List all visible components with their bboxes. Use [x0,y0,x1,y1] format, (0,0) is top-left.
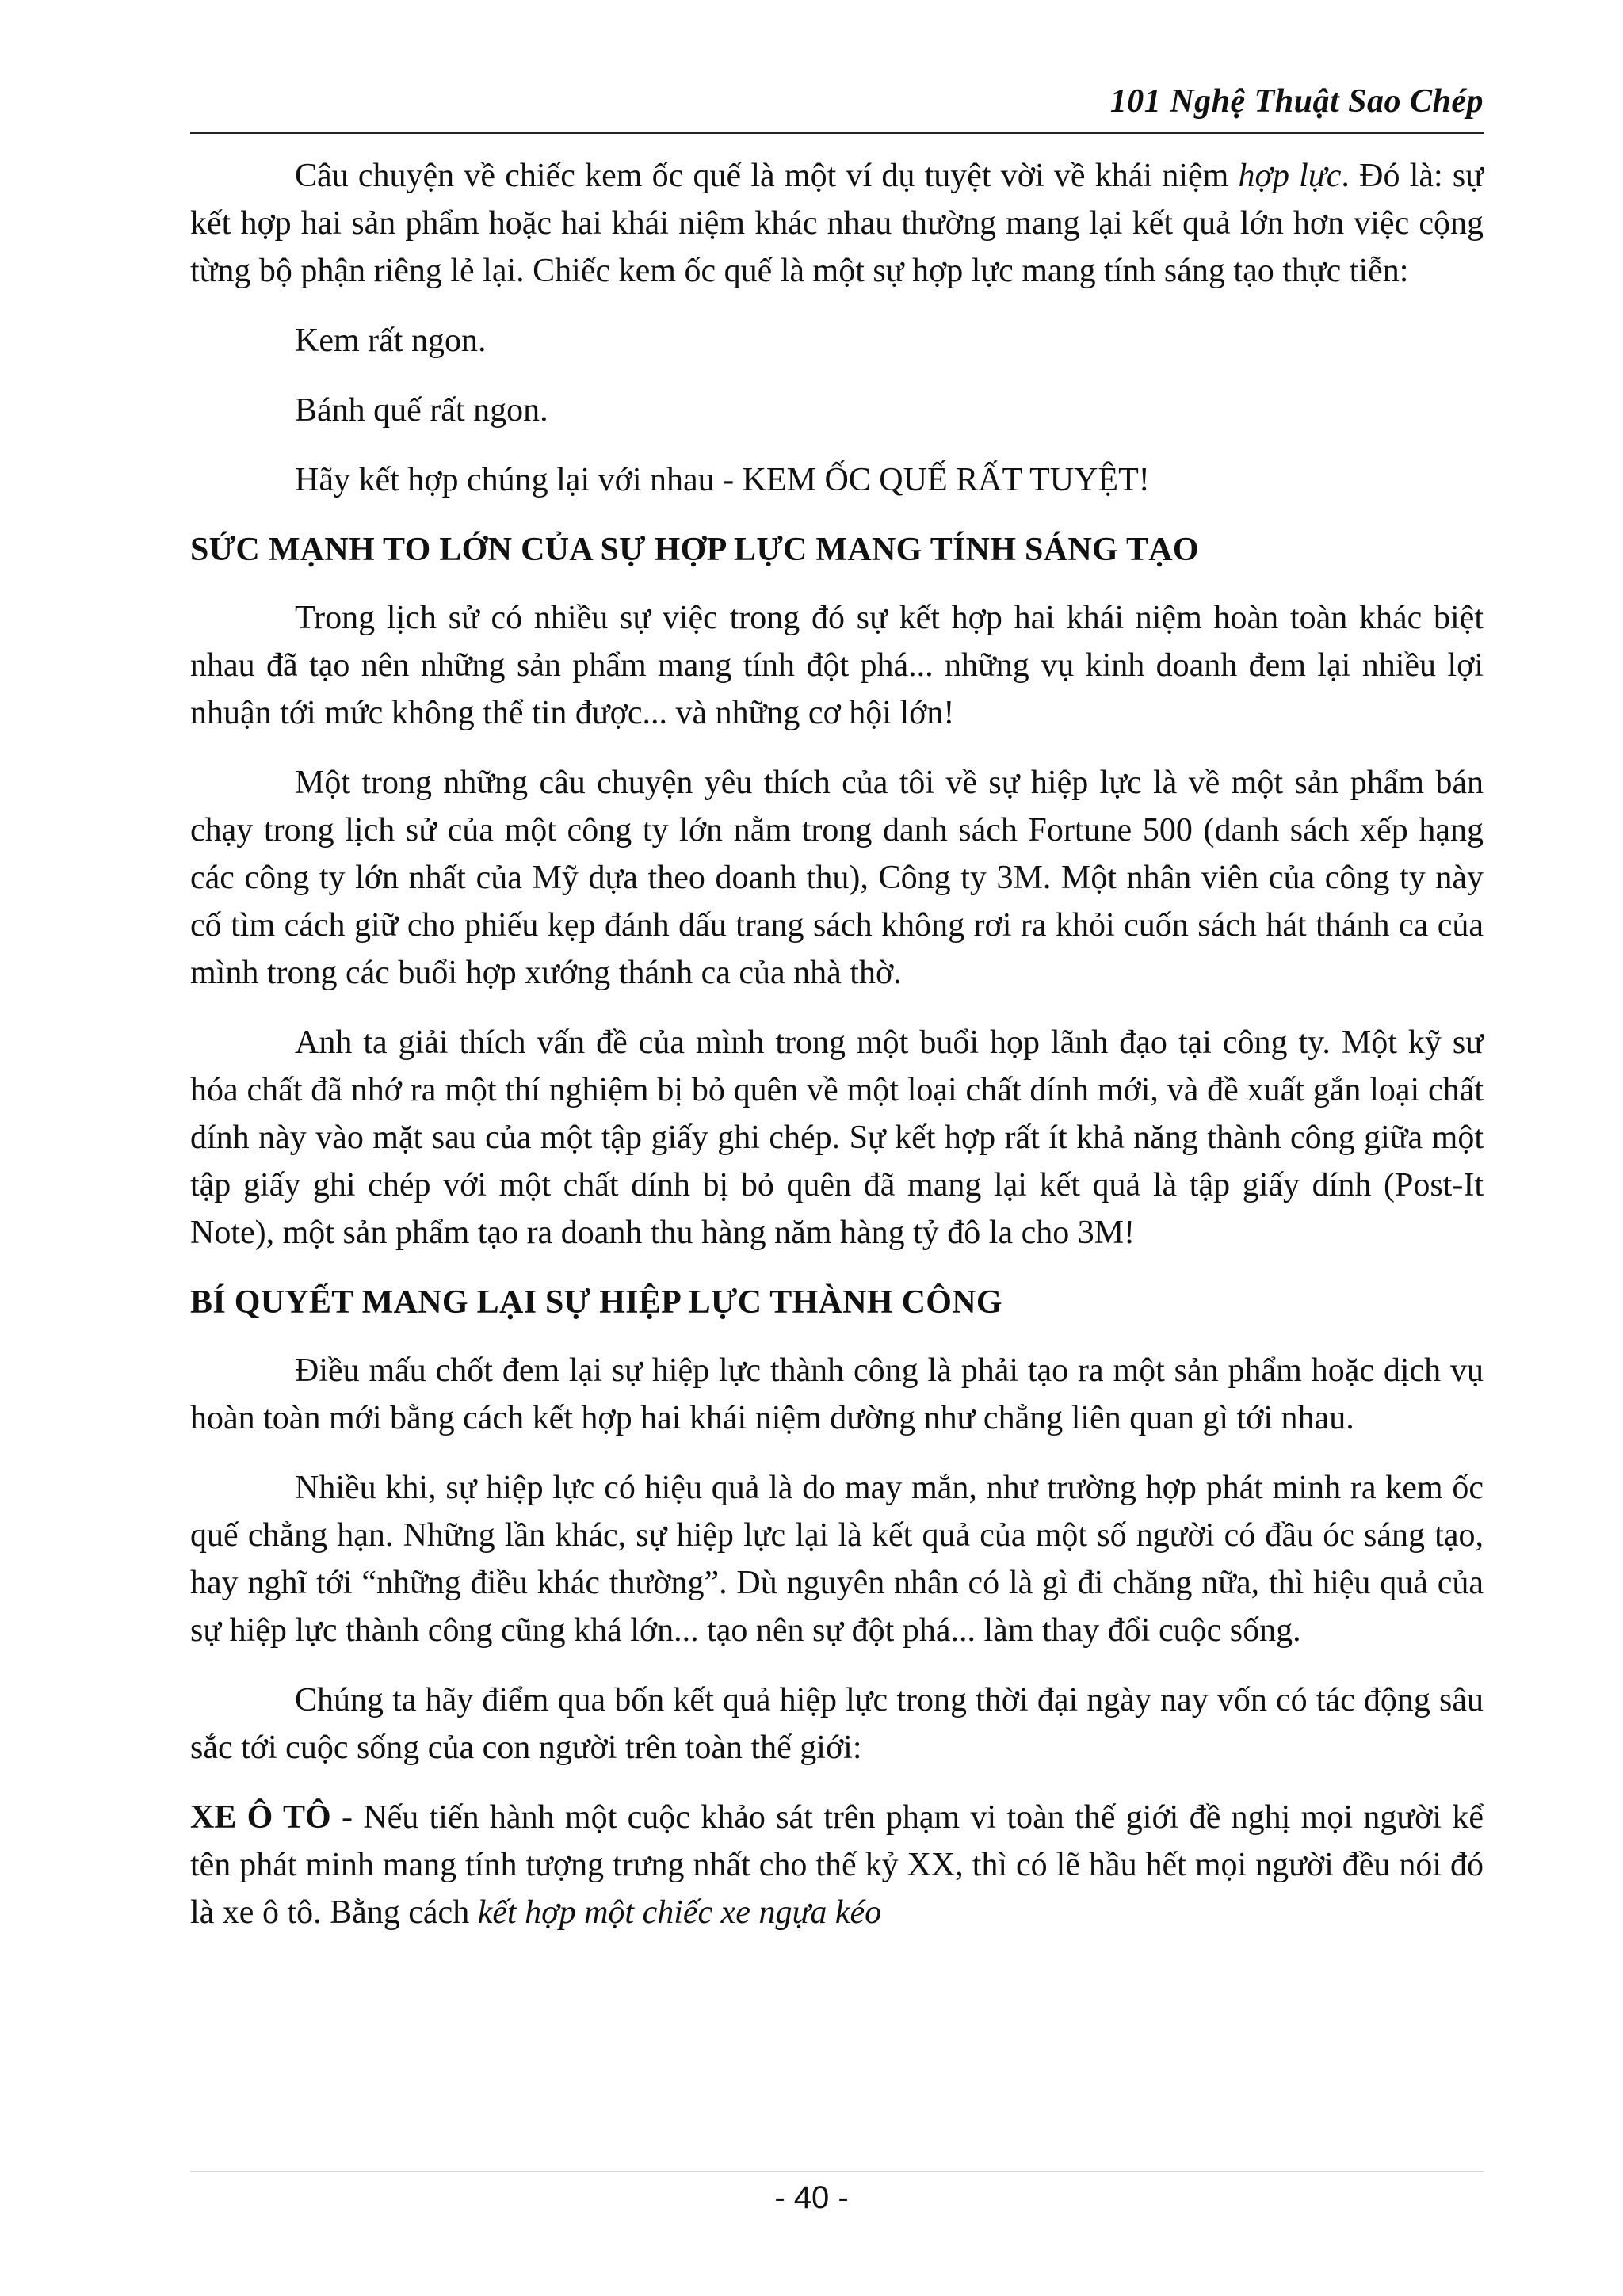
paragraph: Câu chuyện về chiếc kem ốc quế là một ví dụ tuyệt vời về khái niệm hợp lực. Đó là: sự kết hợp hai sản phẩm hoặc hai khái niệm khác nhau thường mang lại kết quả lớn hơn việc cộng từng bộ phận riêng lẻ lại. Chiếc kem ốc quế là một sự hợp lực mang tính sáng tạo thực tiễn: [190,158,1484,289]
paragraph: Trong lịch sử có nhiều sự việc trong đó sự kết hợp hai khái niệm hoàn toàn khác biệt nhau đã tạo nên những sản phẩm mang tính đột phá... những vụ kinh doanh đem lại nhiều lợi nhuận tới mức không thể tin được... và những cơ hội lớn! [190,600,1484,731]
section-heading: BÍ QUYẾT MANG LẠI SỰ HIỆP LỰC THÀNH CÔNG [190,1284,1002,1321]
paragraph: Điều mấu chốt đem lại sự hiệp lực thành công là phải tạo ra một sản phẩm hoặc dịch vụ hoàn toàn mới bằng cách kết hợp hai khái niệm dường như chẳng liên quan gì tới nhau. [190,1352,1484,1436]
header-divider [190,132,1484,134]
paragraph: Anh ta giải thích vấn đề của mình trong một buổi họp lãnh đạo tại công ty. Một kỹ sư hóa chất đã nhớ ra một thí nghiệm bị bỏ quên về một loại chất dính mới, và đề xuất gắn loại chất dính này vào mặt sau của một tập giấy ghi chép. Sự kết hợp rất ít khả năng thành công giữa một tập giấy ghi chép với một chất dính bị bỏ quên đã mang lại kết quả là tập giấy dính (Post-It Note), một sản phẩm tạo ra doanh thu hàng năm hàng tỷ đô la cho 3M! [190,1024,1484,1251]
paragraph: XE Ô TÔ - Nếu tiến hành một cuộc khảo sát trên phạm vi toàn thế giới đề nghị mọi người kể tên phát minh mang tính tượng trưng nhất cho thế kỷ XX, thì có lẽ hầu hết mọi người đều nói đó là xe ô tô. Bằng cách kết hợp một chiếc xe ngựa kéo [190,1799,1484,1931]
running-header: 101 Nghệ Thuật Sao Chép [1109,83,1484,120]
section-heading: SỨC MẠNH TO LỚN CỦA SỰ HỢP LỰC MANG TÍNH SÁNG TẠO [190,532,1199,568]
term-label: XE Ô TÔ [190,1799,331,1836]
emphasis-phrase: kết hợp một chiếc xe ngựa kéo [477,1894,882,1931]
page-body [190,152,1484,1936]
paragraph: Nhiều khi, sự hiệp lực có hiệu quả là do may mắn, như trường hợp phát minh ra kem ốc quế chẳng hạn. Những lần khác, sự hiệp lực lại là kết quả của một số người có đầu óc sáng tạo, hay nghĩ tới “những điều khác thường”. Dù nguyên nhân có là gì đi chăng nữa, thì hiệu quả của sự hiệp lực thành công cũng khá lớn... tạo nên sự đột phá... làm thay đổi cuộc sống. [190,1470,1484,1649]
example-line: Kem rất ngon. [295,322,487,359]
paragraph: Chúng ta hãy điểm qua bốn kết quả hiệp lực trong thời đại ngày nay vốn có tác động sâu sắc tới cuộc sống của con người trên toàn thế giới: [190,1682,1484,1766]
paragraph: Một trong những câu chuyện yêu thích của tôi về sự hiệp lực là về một sản phẩm bán chạy trong lịch sử của một công ty lớn nằm trong danh sách Fortune 500 (danh sách xếp hạng các công ty lớn nhất của Mỹ dựa theo doanh thu), Công ty 3M. Một nhân viên của công ty này cố tìm cách giữ cho phiếu kẹp đánh dấu trang sách không rơi ra khỏi cuốn sách hát thánh ca của mình trong các buổi hợp xướng thánh ca của nhà thờ. [190,765,1484,991]
footer-divider [190,2171,1484,2172]
example-line: Hãy kết hợp chúng lại với nhau - KEM ỐC QUẾ RẤT TUYỆT! [295,462,1150,498]
emphasis-term: hợp lực [1238,158,1342,194]
example-line: Bánh quế rất ngon. [295,392,548,429]
page-number: - 40 - [774,2180,849,2215]
